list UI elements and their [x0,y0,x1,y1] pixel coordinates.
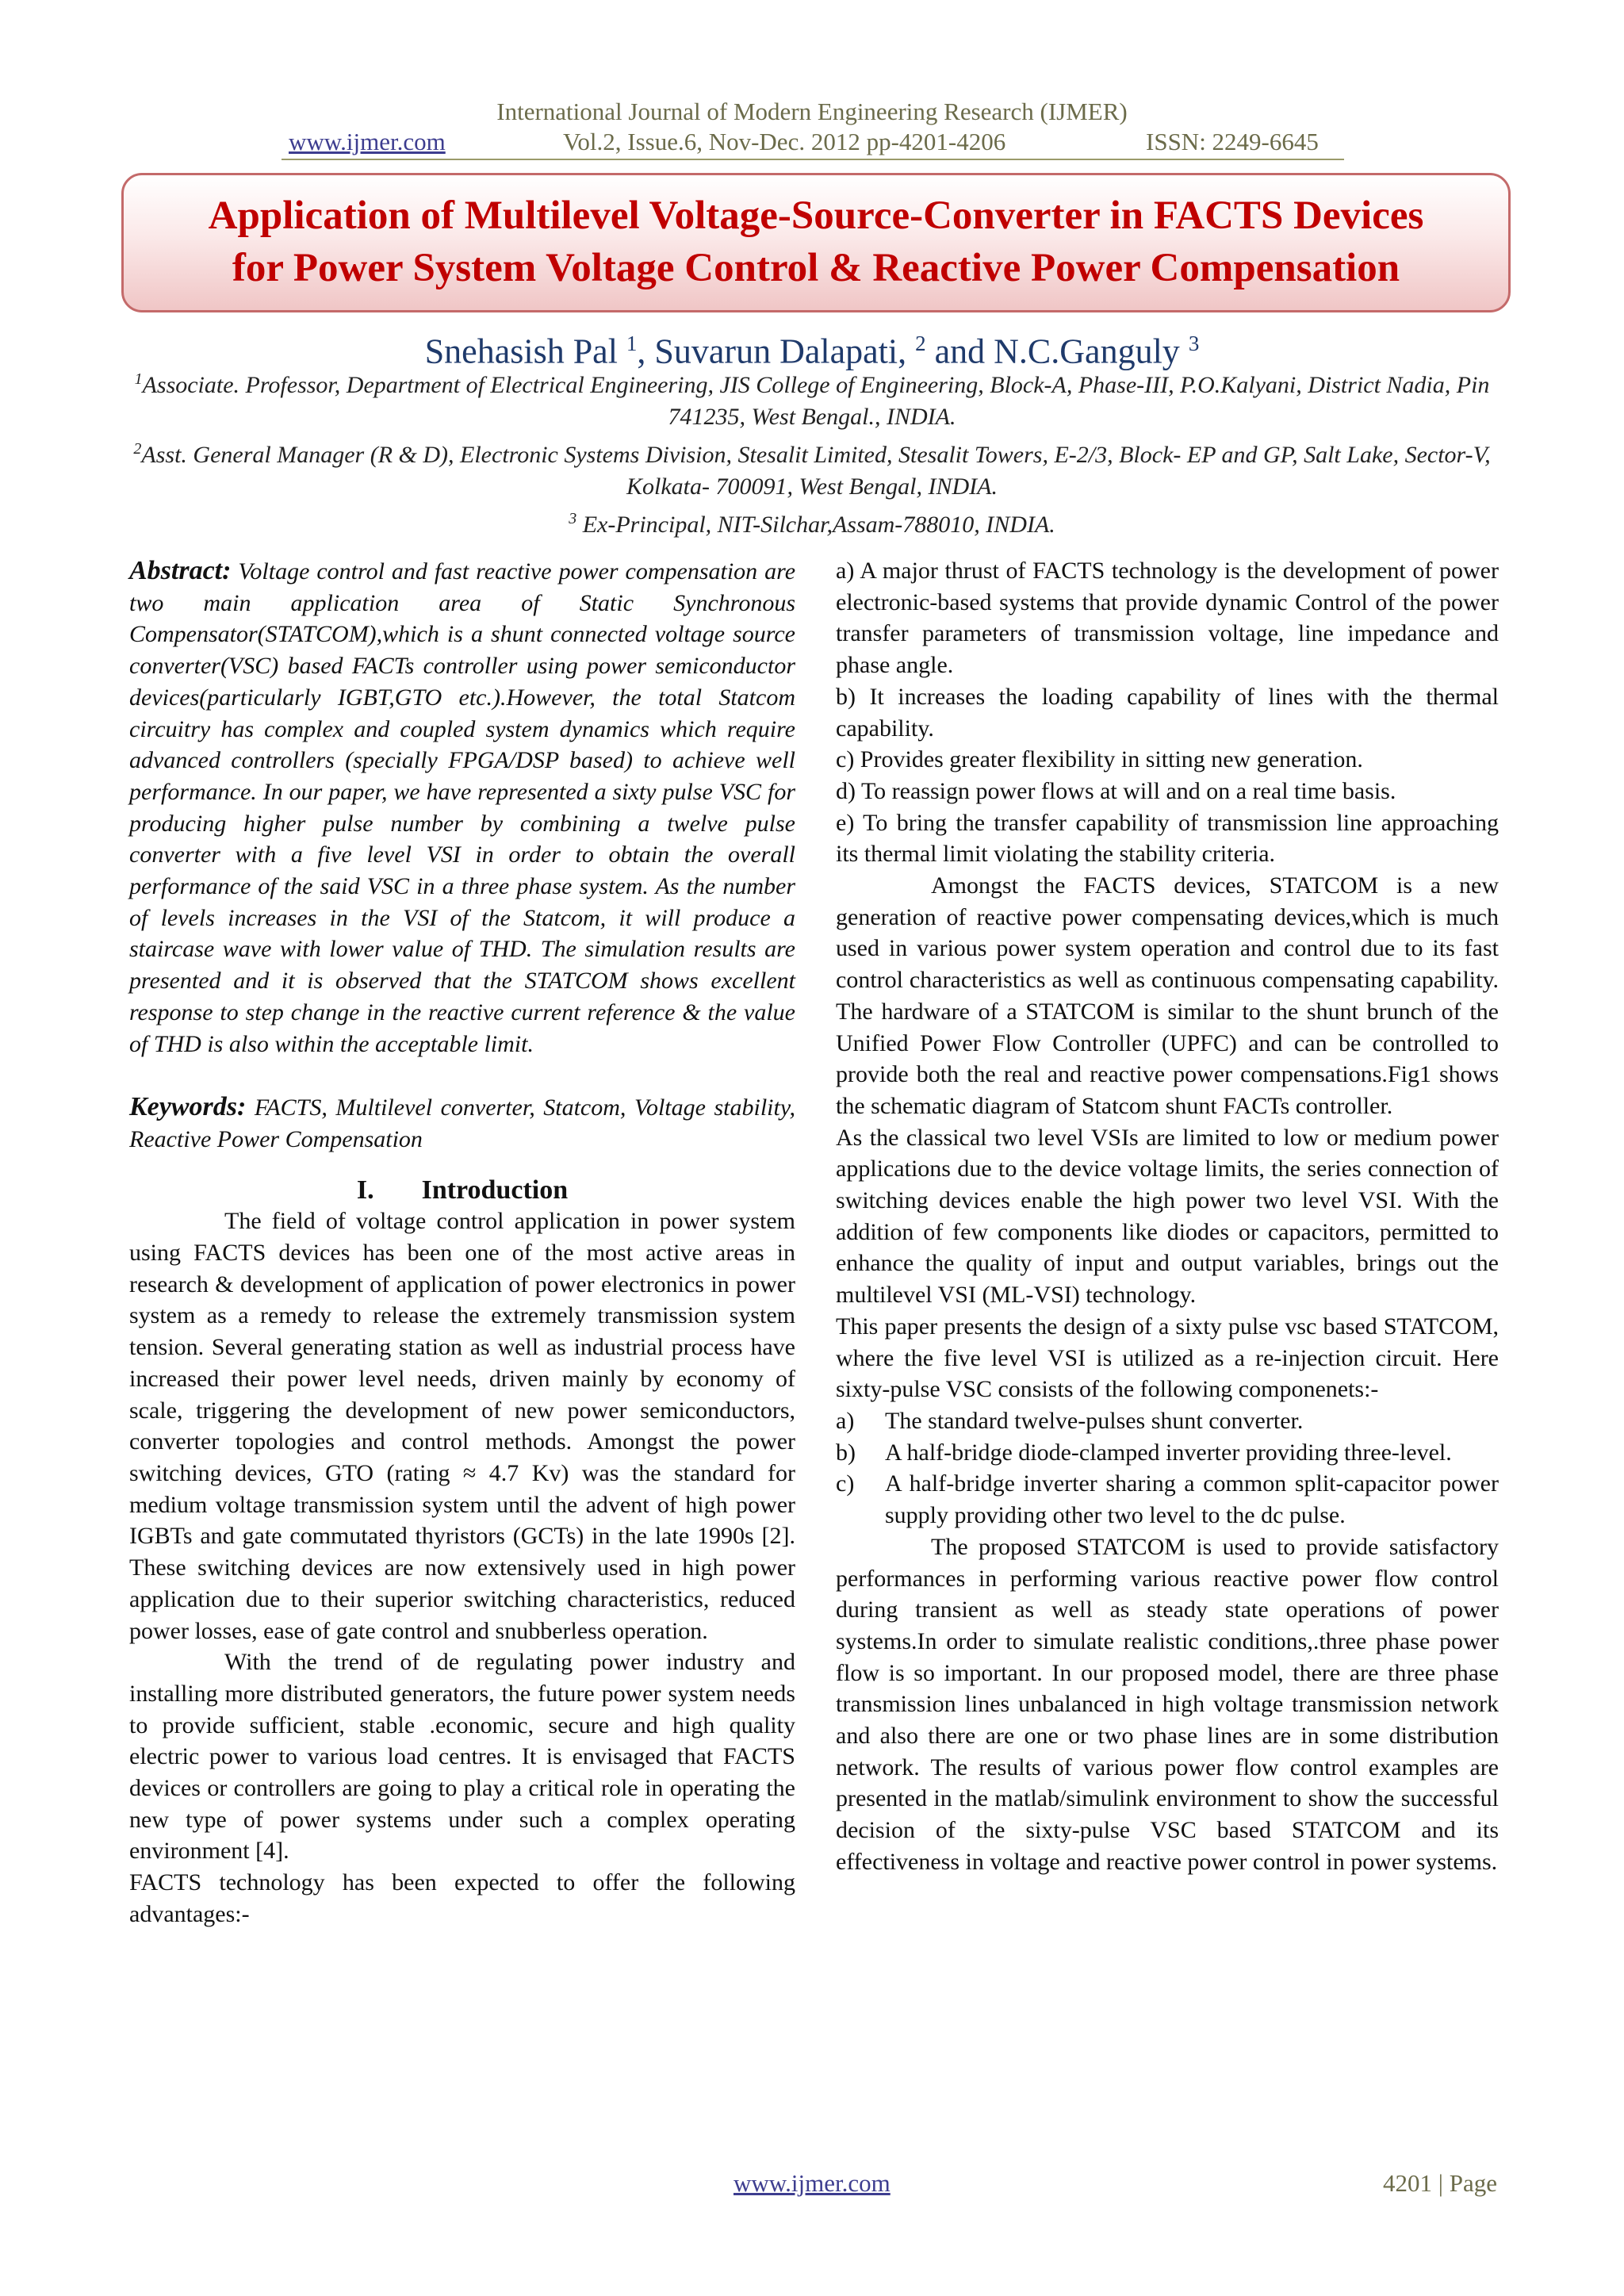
keywords-text: FACTS, Multilevel converter, Statcom, Voltage stability, Reactive Power Compensation [129,1094,796,1152]
title-line-1: Application of Multilevel Voltage-Source-Converter in FACTS Devices [208,194,1424,238]
journal-info-line [0,127,1624,159]
right-column [836,555,1499,1878]
author-3: and N.C.Ganguly [934,332,1180,371]
affiliation-3-sup: 3 [569,510,577,527]
title-line-2: for Power System Voltage Control & Reactive Power Compensation [232,246,1400,290]
affiliation-3-text: Ex-Principal, NIT-Silchar,Assam-788010, INDIA. [582,512,1055,538]
paper-title [124,190,1508,294]
affiliation-2-sup: 2 [133,440,142,458]
left-column [129,555,795,1930]
component-list-item [836,1468,1499,1531]
author-3-sup: 3 [1188,332,1200,355]
component-list-item [836,1405,1499,1437]
advantage-a: a) A major thrust of FACTS technology is the development of power electronic-based systems that provide dynamic Control of the power transfer parameters of transmission voltage, line impedance and phase angle. [836,558,1499,679]
list-text: A half-bridge diode-clamped inverter providing three-level. [885,1439,1452,1466]
component-list-item [836,1437,1499,1469]
abstract-text: Voltage control and fast reactive power compensation are two main application area of Static Synchronous Compensator(STATCOM),which is a shunt connected voltage source converter(VSC) based FACTs controller using power semiconductor devices(particularly IGBT,GTO etc.).However, the total Statcom circuitry has complex and coupled system dynamics which require advanced controllers (specially FPGA/DSP based) to achieve well performance. In our paper, we have represented a sixty pulse VSC for producing higher pulse number by combining a twelve pulse converter with a five level VSI in order to obtain the overall performance of the said VSC in a three phase system. As the number of levels increases in the VSI of the Statcom, it will produce a staircase wave with lower value of THD. The simulation results are presented and it is observed that the STATCOM shows excellent response to step change in the reactive current reference & the value of THD is also within the acceptable limit. [129,558,796,1057]
list-marker: a) [836,1407,855,1434]
advantage-c: c) Provides greater flexibility in sitting new generation. [836,746,1363,773]
author-2-sup: 2 [915,332,926,355]
journal-name: International Journal of Modern Engineering Research (IJMER) [496,98,1128,125]
author-2: , Suvarun Dalapati, [637,332,907,371]
list-marker: b) [836,1439,856,1466]
advantage-b: b) It increases the loading capability of lines with the thermal capability. [836,683,1499,742]
author-1-sup: 1 [626,332,638,355]
header-rule [282,159,1344,160]
journal-url-link[interactable]: www.ijmer.com [289,128,446,155]
journal-issn: ISSN: 2249-6645 [1146,128,1319,155]
affiliation-1-text: Associate. Professor, Department of Electrical Engineering, JIS College of Engineering, Block-A, Phase-III, P.O.Kalyani, District Nadia, Pin 741235, West Bengal., INDIA. [142,372,1490,430]
footer-url-link[interactable]: www.ijmer.com [733,2169,891,2197]
advantage-d: d) To reassign power flows at will and on a real time basis. [836,777,1396,804]
abstract [129,555,795,1060]
affiliation-1 [127,363,1497,433]
intro-paragraph-2: With the trend of de regulating power industry and installing more distributed generators, the future power system needs to provide sufficient, stable .economic, secure and high quality electric power to various load centres. It is envisaged that FACTS devices or controllers are going to play a critical role in operating the new type of power systems under such a complex operating environment [4]. [129,1649,795,1865]
proposed-statcom-paragraph: The proposed STATCOM is used to provide satisfactory performances in performing various reactive power flow control during transient as well as steady state operations of power systems.In order to simulate realistic conditions,.three phase power flow is so important. In our proposed model, there are three phase transmission lines unbalanced in high voltage transmission network and also there are one or two phase lines are in some distribution network. The results of various power flow control examples are presented in the matlab/simulink environment to show the successful decision of the sixty-pulse VSC based STATCOM and its effectiveness in voltage and reactive power control in power systems. [836,1533,1499,1875]
title-banner [121,173,1511,312]
affiliations [127,363,1497,541]
statcom-paragraph: Amongst the FACTS devices, STATCOM is a new generation of reactive power compensating devices,which is much used in various power system operation and control due to its fast control characteristics as well as continuous compensating capability. The hardware of a STATCOM is similar to the shunt brunch of the Unified Power Flow Controller (UPFC) and can be controlled to provide both the real and reactive power compensations.Fig1 shows the schematic diagram of Statcom shunt FACTs controller. [836,872,1499,1119]
section-heading-introduction [129,1175,795,1206]
section-title: Introduction [421,1175,569,1205]
keywords [129,1091,795,1155]
section-number: I. [356,1175,374,1205]
paper-design-paragraph: This paper presents the design of a sixty pulse vsc based STATCOM, where the five level VSI is utilized as a re-injection circuit. Here sixty-pulse VSC consists of the following componenets:- [836,1313,1499,1403]
page-number: 4201 | Page [1383,2169,1497,2197]
keywords-label: Keywords: [129,1092,247,1122]
list-text: The standard twelve-pulses shunt converter. [885,1407,1304,1434]
intro-paragraph-1: The field of voltage control application in power system using FACTS devices has been one of the most active areas in research & development of application of power electronics in power system as a remedy to release the extremely transmission system tension. Several generating station as well as industrial process have increased their power level needs, driven mainly by economy of scale, triggering the development of new power semiconductors, converter topologies and control methods. Amongst the power switching devices, GTO (rating ≈ 4.7 Kv) was the standard for medium voltage transmission system until the advent of high power IGBTs and gate commutated thyristors (GCTs) in the late 1990s [2]. These switching devices are now extensively used in high power application due to their superior switching characteristics, reduced power losses, ease of gate control and snubberless operation. [129,1208,795,1644]
author-1: Snehasish Pal [424,332,618,371]
classical-vsi-paragraph: As the classical two level VSIs are limited to low or medium power applications due to the device voltage limits, the series connection of switching devices enable the high power two level VSI. With the addition of few components like diodes or capacitors, permitted to enhance the quality of input and output variables, brings out the multilevel VSI (ML-VSI) technology. [836,1124,1499,1309]
advantage-e: e) To bring the transfer capability of transmission line approaching its thermal limit violating the stability criteria. [836,809,1499,868]
list-text: A half-bridge inverter sharing a common split-capacitor power supply providing other two level to the dc pulse. [885,1470,1499,1529]
intro-paragraph-3: FACTS technology has been expected to offer the following advantages:- [129,1869,795,1927]
affiliation-3 [127,503,1497,541]
list-marker: c) [836,1470,855,1497]
journal-volume: Vol.2, Issue.6, Nov-Dec. 2012 pp-4201-4206 [563,128,1006,155]
affiliation-2-text: Asst. General Manager (R & D), Electronic Systems Division, Stesalit Limited, Stesalit Towers, E-2/3, Block- EP and GP, Salt Lake, Sector-V, Kolkata- 700091, West Bengal, INDIA. [141,442,1491,500]
page-footer [0,2169,1624,2201]
affiliation-2 [127,433,1497,503]
affiliation-1-sup: 1 [134,370,143,388]
abstract-label: Abstract: [129,556,232,585]
